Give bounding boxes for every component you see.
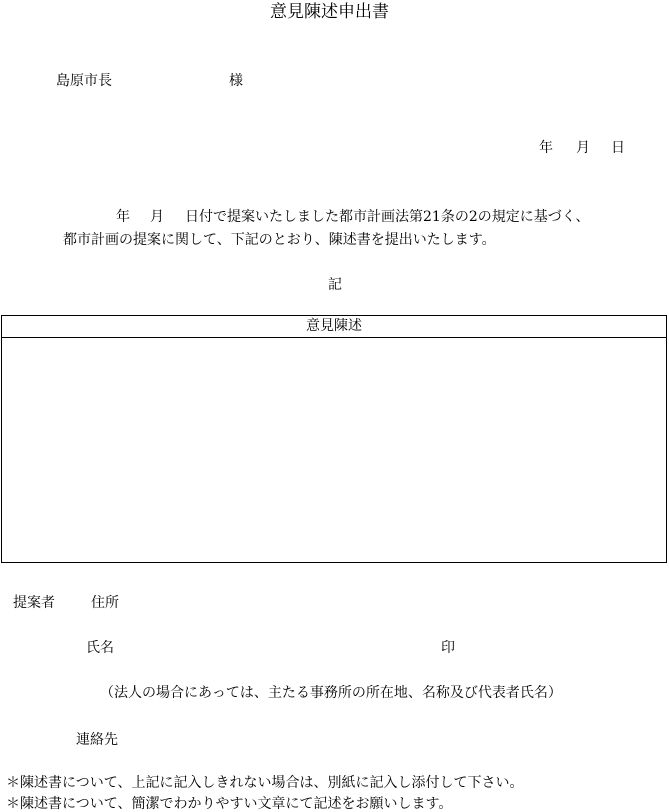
ki-heading: 記: [328, 277, 342, 293]
contact-label: 連絡先: [76, 732, 118, 748]
addressee-honorific: 様: [229, 73, 243, 89]
document-title: 意見陳述申出書: [270, 2, 389, 22]
seal-mark: 印: [441, 640, 455, 656]
address-field[interactable]: [130, 593, 630, 613]
name-label: 氏名: [86, 640, 114, 656]
statement-line2: 都市計画の提案に関して、下記のとおり、陳述書を提出いたします。: [63, 232, 496, 248]
opinion-content-area[interactable]: [2, 338, 666, 562]
corporate-note: （法人の場合にあっては、主たる事務所の所在地、名称及び代表者氏名）: [100, 685, 562, 701]
proposer-label: 提案者: [13, 595, 55, 611]
addressee-name: 島原市長: [56, 73, 112, 89]
date-month: 月: [576, 140, 590, 156]
name-field[interactable]: [125, 638, 425, 658]
contact-field[interactable]: [130, 730, 530, 750]
statement-month: 月: [150, 209, 164, 225]
address-label: 住所: [91, 595, 119, 611]
opinion-box-header: 意見陳述: [2, 316, 666, 338]
statement-line1: 日付で提案いたしました都市計画法第21条の2の規定に基づく、: [185, 209, 590, 225]
opinion-box: [1, 315, 667, 563]
note-item: ＊陳述書について、上記に記入しきれない場合は、別紙に記入し添付して下さい。: [6, 775, 524, 791]
date-year: 年: [539, 140, 553, 156]
statement-year: 年: [116, 209, 130, 225]
date-day: 日: [611, 140, 625, 156]
note-item: ＊陳述書について、簡潔でわかりやすい文章にて記述をお願いします。: [6, 796, 453, 812]
